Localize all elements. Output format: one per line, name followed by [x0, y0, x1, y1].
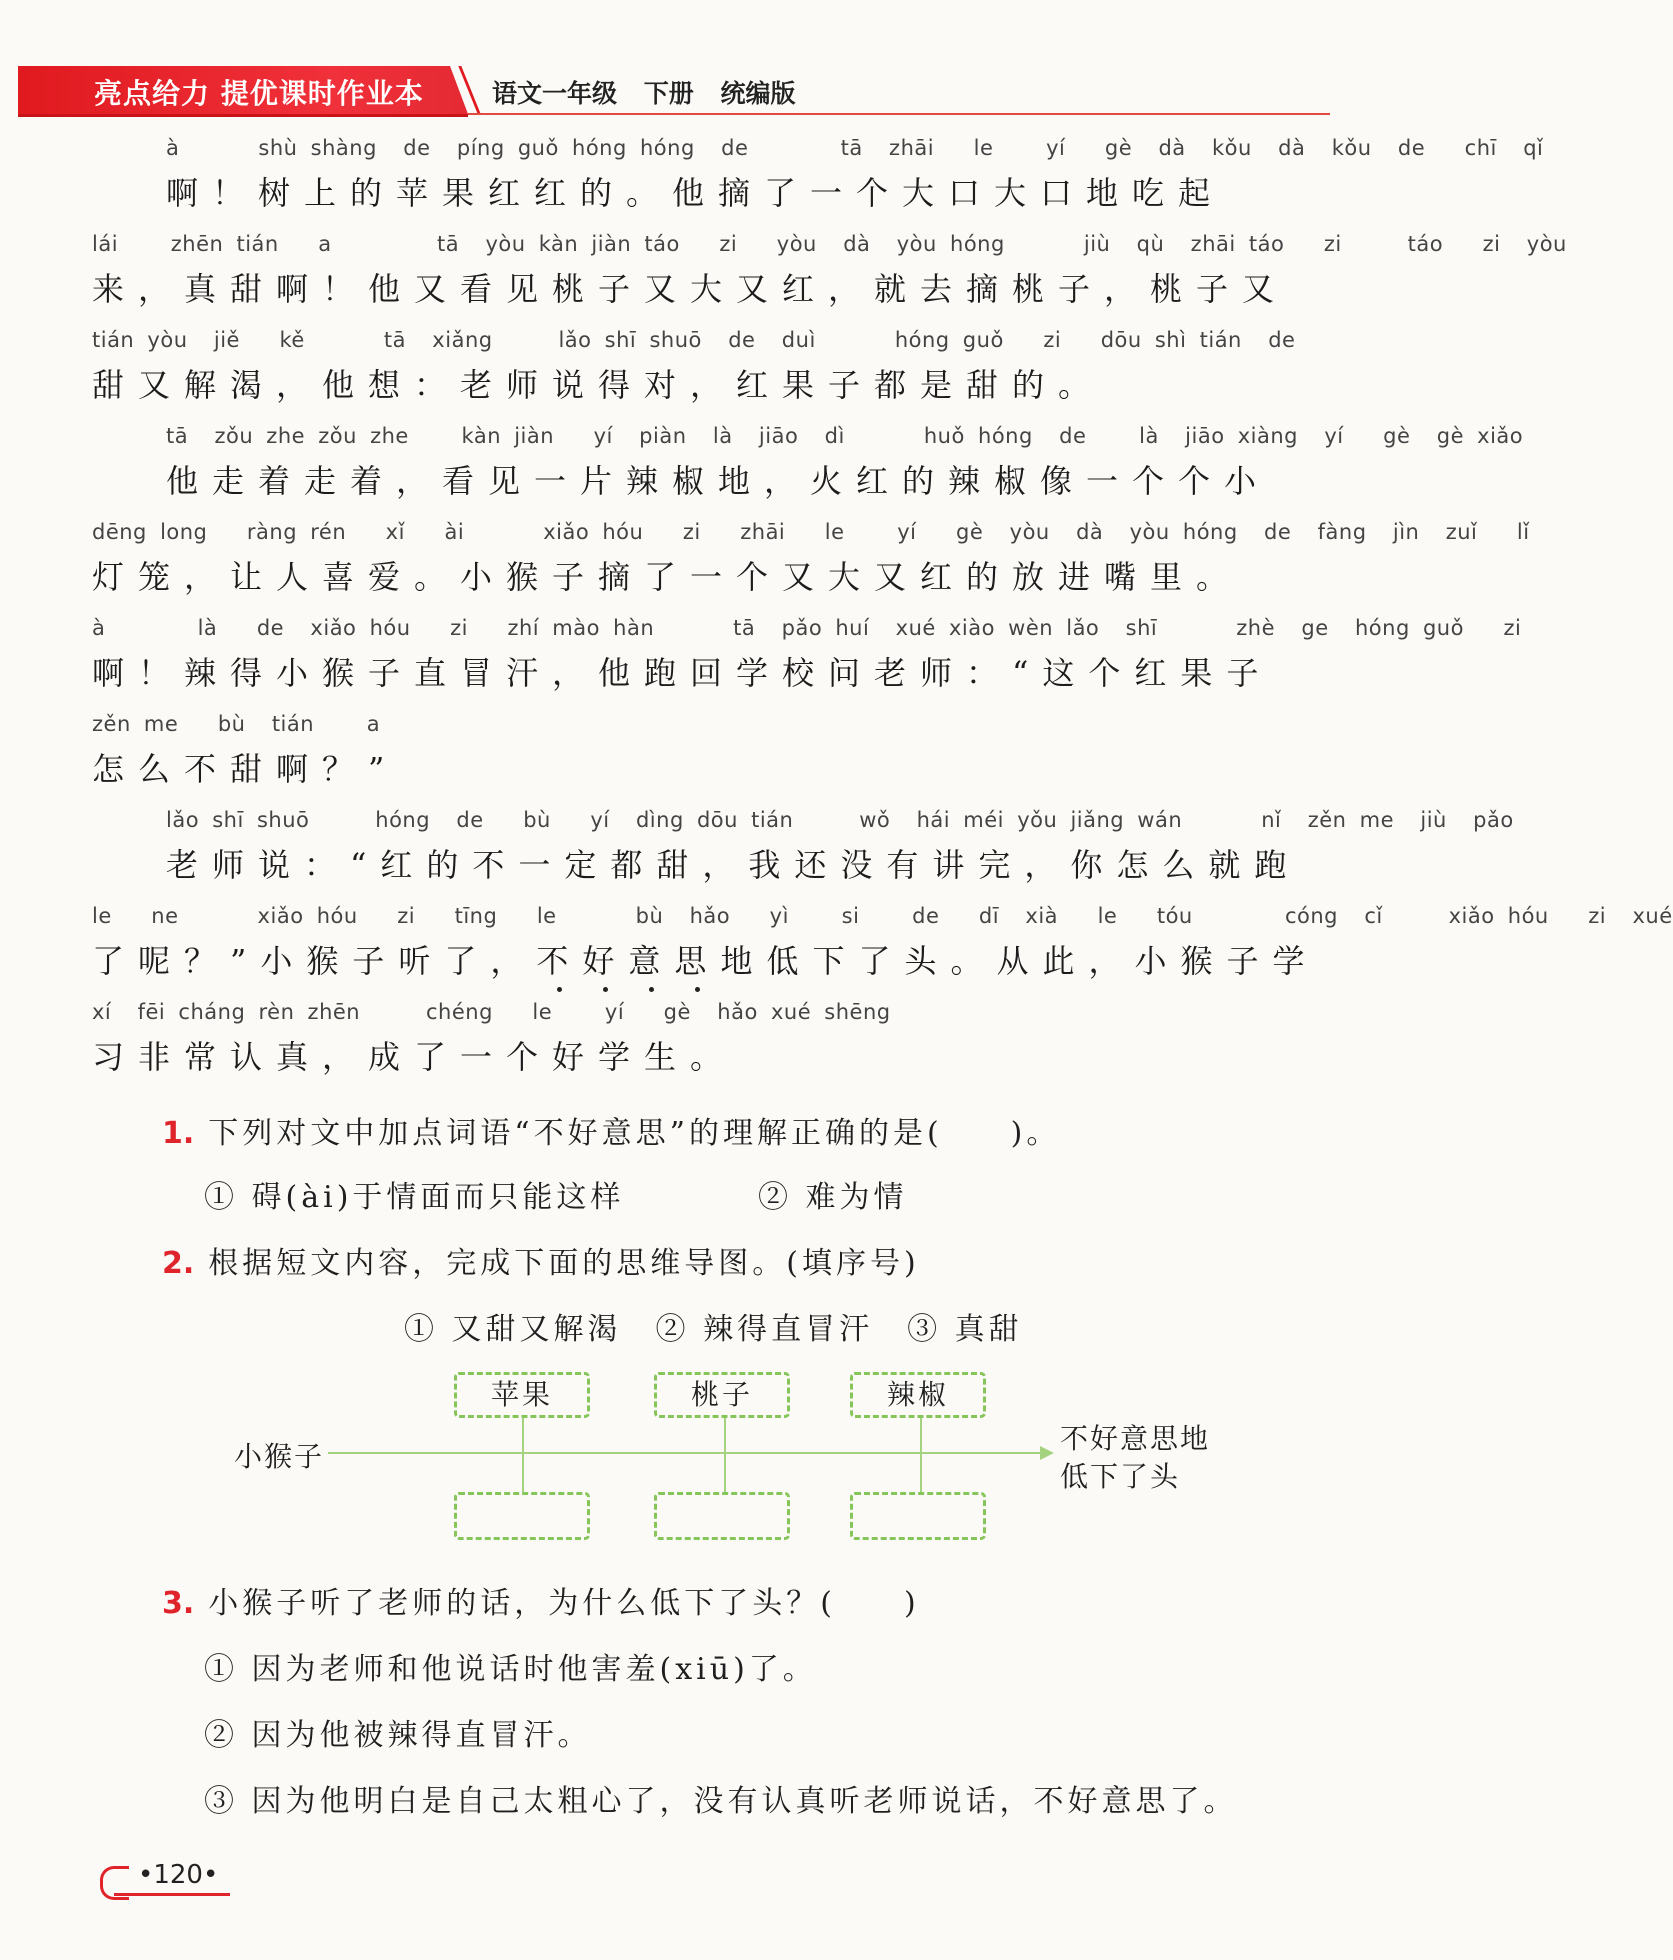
hanzi-line: 老师说：“红的不一定都甜，我还没有讲完，你怎么就跑: [166, 846, 1301, 884]
question-1: [162, 1108, 1060, 1152]
volume-label: 下册: [643, 79, 694, 108]
arrow-right-icon: [1040, 1446, 1054, 1460]
q2-choices: ① 又甜又解渴 ② 辣得直冒汗 ③ 真甜: [404, 1312, 1023, 1347]
story-line: [92, 228, 1567, 324]
q1-option-2: ② 难为情: [758, 1180, 908, 1215]
story-line: [92, 324, 1296, 420]
mindmap-node-apple: 苹果: [454, 1372, 590, 1418]
hanzi-line: 怎么不甜啊？”: [92, 750, 399, 788]
hanzi-line: 灯笼，让人喜爱。小猴子摘了一个又大又红的放进嘴里。: [92, 558, 1243, 596]
page-header: [0, 0, 1350, 130]
question-2: [162, 1238, 920, 1282]
story-line: [92, 516, 1530, 612]
question-number: 1.: [162, 1116, 195, 1151]
hanzi-line: 啊！辣得小猴子直冒汗，他跑回学校问老师：“这个红果子: [92, 654, 1273, 692]
page-ornament-line: [114, 1893, 230, 1896]
hanzi-line-dotted: 了呢？”小猴子听了，不好意思地低下了头。从此，小猴子学: [92, 942, 1319, 980]
story-line: [92, 996, 1262, 1092]
connector-line: [724, 1416, 726, 1494]
pinyin-line: dēng long ràng rén xǐ ài xiǎo hóu zi zhāi le yí gè yòu dà yòu hóng de fàng jìn zuǐ lǐ: [92, 520, 1530, 544]
hanzi-line: 啊！树上的苹果红红的。他摘了一个大口大口地吃起: [166, 174, 1225, 212]
question-text: 小猴子听了老师的话，为什么低下了头？( ): [208, 1586, 920, 1621]
pinyin-line: tā zǒu zhe zǒu zhe kàn jiàn yí piàn là jiāo dì huǒ hóng de là jiāo xiàng yí gè gè xiǎo: [166, 424, 1524, 448]
connector-line: [522, 1416, 524, 1494]
mindmap-end: [1060, 1420, 1210, 1496]
book-info: [492, 74, 795, 110]
story-line: [92, 900, 1673, 996]
pinyin-line: xí fēi cháng rèn zhēn chéng le yí gè hǎo xué shēng: [92, 1000, 891, 1024]
story-line: [92, 132, 1544, 228]
mindmap-node-peach: 桃子: [654, 1372, 790, 1418]
pinyin-line: à là de xiǎo hóu zi zhí mào hàn tā pǎo huí xué xiào wèn lǎo shī zhè ge hóng guǒ zi: [92, 616, 1522, 640]
question-text: 根据短文内容，完成下面的思维导图。(填序号): [208, 1246, 920, 1281]
subject-label: 语文一年级: [492, 79, 618, 108]
header-rule-red: [18, 114, 468, 117]
question-number: 2.: [162, 1246, 195, 1281]
story-line: [92, 708, 1262, 804]
story-text: [92, 132, 1673, 1092]
edition-label: 统编版: [720, 79, 796, 108]
answer-box-apple[interactable]: [454, 1492, 590, 1540]
brand-title: 亮点给力 提优课时作业本: [94, 77, 424, 110]
hanzi-line: 他走着走着，看见一片辣椒地，火红的辣椒像一个个小: [166, 462, 1271, 500]
question-3: [162, 1578, 920, 1622]
q3-option-3: ③ 因为他明白是自己太粗心了，没有认真听老师说话，不好意思了。: [204, 1784, 1238, 1819]
story-line: [92, 420, 1524, 516]
mindmap-axis: [328, 1452, 1043, 1454]
story-line: [92, 804, 1514, 900]
question-number: 3.: [162, 1586, 195, 1621]
q1-option-1: ① 碍(ài)于情面而只能这样: [204, 1180, 625, 1215]
story-line: [92, 612, 1522, 708]
hanzi-line: 习非常认真，成了一个好学生。: [92, 1038, 737, 1076]
page-number: •120•: [138, 1860, 219, 1890]
hanzi-line: 甜又解渴，他想：老师说得对，红果子都是甜的。: [92, 366, 1105, 404]
hanzi-line: 来，真甜啊！他又看见桃子又大又红，就去摘桃子，桃子又: [92, 270, 1289, 308]
q3-option-2: ② 因为他被辣得直冒汗。: [204, 1718, 592, 1753]
dotted-word: 不好意思: [536, 942, 721, 980]
question-text: 下列对文中加点词语“不好意思”的理解正确的是( )。: [208, 1116, 1061, 1151]
q3-option-1: ① 因为老师和他说话时他害羞(xiū)了。: [204, 1652, 817, 1687]
pinyin-line: le ne xiǎo hóu zi tīng le bù hǎo yì si de dī xià le tóu cóng cǐ xiǎo hóu zi xué: [92, 904, 1673, 928]
mindmap-node-pepper: 辣椒: [850, 1372, 986, 1418]
mindmap-start: 小猴子: [234, 1440, 325, 1473]
answer-box-peach[interactable]: [654, 1492, 790, 1540]
pinyin-line: à shù shàng de píng guǒ hóng hóng de tā zhāi le yí gè dà kǒu dà kǒu de chī qǐ: [166, 136, 1544, 160]
pinyin-line: zěn me bù tián a: [92, 712, 381, 736]
pinyin-line: tián yòu jiě kě tā xiǎng lǎo shī shuō de duì hóng guǒ zi dōu shì tián de: [92, 328, 1296, 352]
connector-line: [920, 1416, 922, 1494]
mindmap-end-line: 低下了头: [1060, 1460, 1181, 1493]
mindmap-end-line: 不好意思地: [1060, 1422, 1211, 1455]
header-rule: [468, 113, 1330, 115]
pinyin-line: lái zhēn tián a tā yòu kàn jiàn táo zi yòu dà yòu hóng jiù qù zhāi táo zi táo zi yòu: [92, 232, 1567, 256]
pinyin-line: lǎo shī shuō hóng de bù yí dìng dōu tián wǒ hái méi yǒu jiǎng wán nǐ zěn me jiù pǎo: [166, 808, 1514, 832]
answer-box-pepper[interactable]: [850, 1492, 986, 1540]
